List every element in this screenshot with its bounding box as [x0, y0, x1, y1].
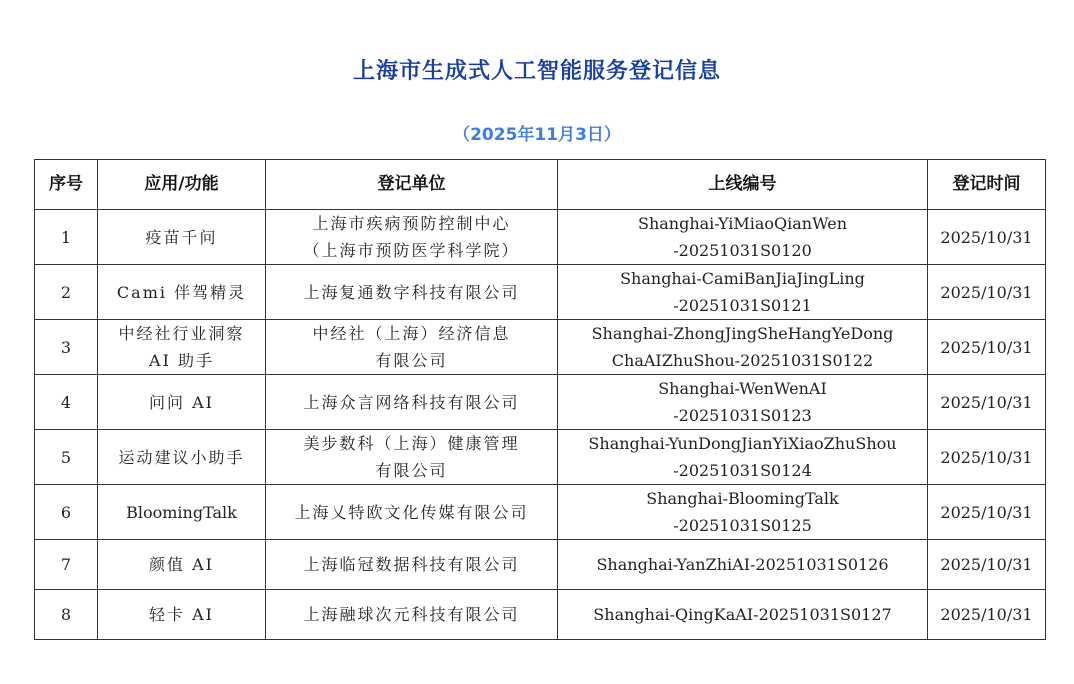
header-code: 上线编号: [558, 160, 928, 210]
cell-unit-line: 上海融球次元科技有限公司: [303, 605, 520, 624]
cell-date: 2025/10/31: [928, 590, 1046, 640]
cell-app-line: BloomingTalk: [126, 502, 237, 522]
cell-date: 2025/10/31: [928, 320, 1046, 375]
cell-date: 2025/10/31: [928, 375, 1046, 430]
cell-date: 2025/10/31: [928, 485, 1046, 540]
cell-code-line: Shanghai-QingKaAI-20251031S0127: [593, 605, 892, 624]
cell-date: 2025/10/31: [928, 540, 1046, 590]
cell-code-line: -20251031S0125: [673, 516, 812, 535]
cell-code-line: Shanghai-CamiBanJiaJingLing: [620, 269, 865, 288]
cell-app: [98, 265, 266, 320]
cell-code-line: Shanghai-YunDongJianYiXiaoZhuShou: [588, 434, 897, 453]
table-row: [35, 265, 1046, 320]
cell-code: [558, 265, 928, 320]
cell-unit-line: 上海临冠数据科技有限公司: [303, 555, 520, 574]
registry-table: [34, 159, 1046, 640]
cell-unit-line: 上海市疾病预防控制中心: [312, 214, 511, 233]
cell-unit-line: 美步数科（上海）健康管理: [303, 434, 520, 453]
cell-unit: [266, 590, 558, 640]
cell-app-line: 疫苗千问: [145, 227, 218, 247]
cell-unit: [266, 430, 558, 485]
cell-code-line: Shanghai-ZhongJingSheHangYeDong: [591, 324, 894, 343]
cell-date: 2025/10/31: [928, 210, 1046, 265]
cell-unit: [266, 210, 558, 265]
cell-app-line: 颜值 AI: [149, 555, 214, 574]
cell-code: [558, 590, 928, 640]
table-row: [35, 485, 1046, 540]
cell-seq: 3: [35, 320, 98, 375]
cell-code: [558, 210, 928, 265]
cell-unit: [266, 320, 558, 375]
cell-unit-line: 上海复通数字科技有限公司: [303, 282, 520, 302]
cell-app: [98, 540, 266, 590]
cell-app-line: 运动建议小助手: [118, 447, 245, 467]
cell-code: [558, 320, 928, 375]
cell-code-line: -20251031S0121: [673, 296, 812, 315]
cell-code-line: Shanghai-WenWenAI: [658, 379, 827, 398]
cell-seq: 6: [35, 485, 98, 540]
cell-code: [558, 540, 928, 590]
cell-code-line: Shanghai-YiMiaoQianWen: [637, 214, 848, 233]
cell-unit-line: 有限公司: [375, 461, 448, 480]
cell-app: [98, 485, 266, 540]
table-row: [35, 320, 1046, 375]
cell-unit-line: （上海市预防医学科学院）: [303, 241, 520, 260]
cell-app-line: 中经社行业洞察: [118, 324, 245, 343]
cell-app: [98, 375, 266, 430]
cell-code: [558, 375, 928, 430]
cell-code-line: -20251031S0120: [673, 241, 812, 260]
cell-code: [558, 430, 928, 485]
cell-app-line: AI 助手: [149, 351, 214, 370]
table-row: [35, 375, 1046, 430]
cell-unit-line: 上海乂特欧文化传媒有限公司: [294, 502, 529, 522]
cell-code-line: -20251031S0123: [673, 406, 812, 425]
table-row: [35, 590, 1046, 640]
cell-code-line: ChaAIZhuShou-20251031S0122: [611, 351, 874, 370]
cell-unit: [266, 265, 558, 320]
table-row: [35, 540, 1046, 590]
cell-unit: [266, 375, 558, 430]
cell-seq: 8: [35, 590, 98, 640]
page-subtitle-date: （2025年11月3日）: [453, 125, 621, 145]
cell-app-line: 轻卡 AI: [149, 605, 214, 624]
cell-app: [98, 590, 266, 640]
cell-seq: 5: [35, 430, 98, 485]
cell-unit: [266, 485, 558, 540]
header-seq: 序号: [35, 160, 98, 210]
cell-code-line: Shanghai-BloomingTalk: [646, 489, 839, 508]
cell-seq: 4: [35, 375, 98, 430]
cell-unit-line: 中经社（上海）经济信息: [312, 324, 511, 343]
cell-app: [98, 430, 266, 485]
header-app: 应用/功能: [98, 160, 266, 210]
cell-code: [558, 485, 928, 540]
cell-app-line: Cami 伴驾精灵: [116, 282, 247, 302]
cell-code-line: Shanghai-YanZhiAI-20251031S0126: [596, 555, 889, 574]
table-row: [35, 430, 1046, 485]
header-unit: 登记单位: [266, 160, 558, 210]
cell-code-line: -20251031S0124: [673, 461, 812, 480]
table-row: [35, 210, 1046, 265]
cell-seq: 7: [35, 540, 98, 590]
cell-date: 2025/10/31: [928, 265, 1046, 320]
table-header-row: [35, 160, 1046, 210]
cell-date: 2025/10/31: [928, 430, 1046, 485]
cell-app: [98, 210, 266, 265]
cell-app: [98, 320, 266, 375]
cell-seq: 1: [35, 210, 98, 265]
cell-unit: [266, 540, 558, 590]
cell-unit-line: 上海众言网络科技有限公司: [303, 392, 520, 412]
cell-app-line: 问问 AI: [149, 392, 214, 412]
page-title: 上海市生成式人工智能服务登记信息: [352, 59, 721, 84]
header-date: 登记时间: [928, 160, 1046, 210]
cell-unit-line: 有限公司: [375, 351, 448, 370]
cell-seq: 2: [35, 265, 98, 320]
